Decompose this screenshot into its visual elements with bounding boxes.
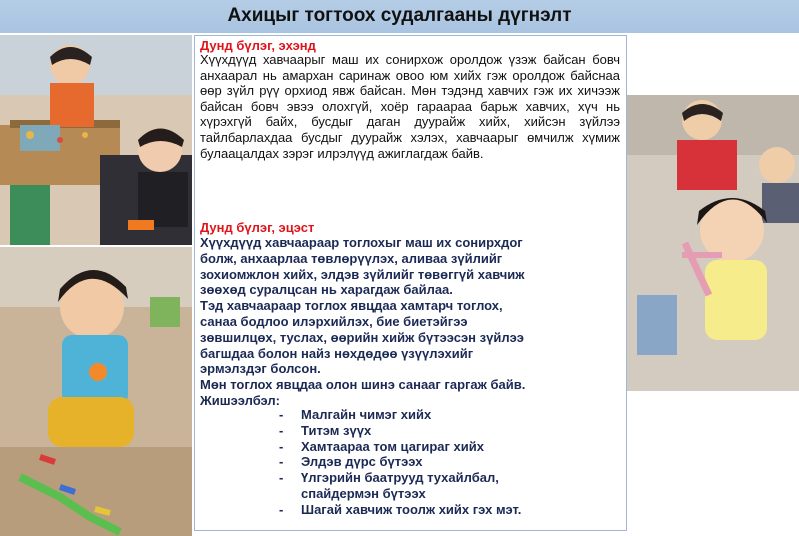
list-item: - Малгайн чимэг хийх [279,407,432,422]
photo-boy-on-floor [0,247,192,536]
list-item-continuation: спайдермэн бүтээх [301,485,426,501]
text-line: Хүүхдүүд хавчаараар тоглохыг маш их сонирхдог [200,235,523,250]
section-heading-end: Дунд бүлэг, эцэст [200,220,315,235]
text-line: Мөн тоглох явцдаа олон шинэ санааг гаргаж байв. [200,377,526,393]
text-line: Жишээлбэл: [200,392,280,408]
section-heading-beginning: Дунд бүлэг, эхэнд [200,38,316,53]
text-line: санаа бодлоо илэрхийлэх, бие биетэйгээ [200,313,468,329]
photo-children-at-table [0,35,192,245]
text-line: багшдаа болон найз нөхдөдөө үзүүлэхийг [200,345,474,361]
text-line: зохиомжлон хийх, элдэв зүйлийг төвөггүй хавчиж [200,266,525,282]
text-line: болж, анхаарлаа төвлөрүүлэх, аливаа зүйлийг [200,250,503,266]
list-item: - Титэм зүүх [279,422,372,438]
photo-girl-with-clips [627,95,799,391]
list-item: - Элдэв дүрс бүтээх [279,454,423,470]
text-line: Тэд хавчаараар тоглох явцдаа хамтарч тоглох, [200,298,503,314]
examples-list [279,407,521,518]
list-item: - Үлгэрийн баатрууд тухайлбал, [279,470,499,486]
section-text-end [200,235,620,409]
text-line: зөөхөд суралцсан нь харагдаж байлаа. [200,282,453,298]
text-line: эрмэлздэг болсон. [200,361,321,377]
list-item: - Хамтаараа том цагираг хийх [279,438,484,454]
list-item: - Шагай хавчиж тоолж хийх гэх мэт. [279,501,522,517]
text-panel [194,35,627,531]
page-title: Ахицыг тогтоох судалгааны дүгнэлт [227,5,572,26]
text-line: зөвшилцөх, туслах, өөрийн хийж бүтээсэн зүйлээ [200,329,524,345]
section-text-beginning: Хүүхдүүд хавчаарыг маш их сонирхож оролдож үзэж байсан бовч анхаарал нь амархан саринаж овоо юм хийх гэж оролдож байснаа өөр зүйл рүү орхиод явж байсан. Мөн тэдэнд хавчих гэж их хичээж байсан бовч эвээ олохгүй, хоёр гараараа барьж хавчих, хүч нь хүрэхгүй байх, бусдыг даган дуурайж хийх, хийсэн зүйлээ тайлбарлахдаа бусдыг дуурайж хэлэх, хавчаарыг өмчилж хүмиж булаацалдах зэрэг илрэлүүд ажиглагдаж байв. [200,52,620,161]
